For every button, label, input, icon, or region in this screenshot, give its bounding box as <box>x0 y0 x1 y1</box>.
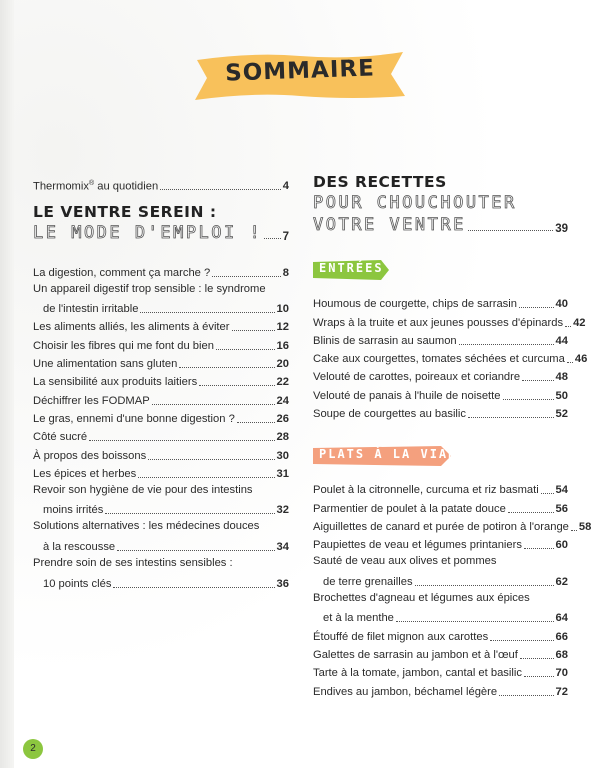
toc-entry[interactable] <box>33 500 289 518</box>
leader-dots <box>459 344 554 345</box>
leader-dots <box>140 312 274 313</box>
toc-entry[interactable] <box>313 480 568 498</box>
toc-entry[interactable] <box>33 354 289 372</box>
leader-dots <box>152 404 275 405</box>
toc-entry-line[interactable]: Un appareil digestif trop sensible : le syndrome <box>33 282 266 295</box>
toc-entry[interactable] <box>313 626 568 644</box>
leader-dots <box>160 189 281 190</box>
toc-entry[interactable] <box>313 663 568 681</box>
page-ref: 22 <box>276 376 289 389</box>
page-ref: 34 <box>276 541 289 554</box>
page-ref: 24 <box>276 394 289 407</box>
leader-dots <box>179 367 274 368</box>
toc-entry[interactable] <box>33 317 289 335</box>
leader-dots <box>490 640 553 641</box>
leader-dots <box>117 550 274 551</box>
toc-entry-label: Étouffé de filet mignon aux carottes <box>313 630 489 643</box>
sommaire-banner <box>193 48 407 104</box>
toc-entry-label: Le gras, ennemi d'une bonne digestion ? <box>33 412 235 425</box>
section-heading-ventre-serein[interactable] <box>33 202 289 244</box>
toc-entry-label: Poulet à la citronnelle, curcuma et riz basmati <box>313 484 539 497</box>
leader-dots <box>520 658 554 659</box>
page-ref: 46 <box>574 353 588 366</box>
page-ref: 60 <box>555 539 568 552</box>
toc-entry-label: Houmous de courgette, chips de sarrasin <box>313 298 517 311</box>
page-number-badge: 2 <box>23 739 43 759</box>
leader-dots <box>237 422 275 423</box>
page-ref: 48 <box>555 371 568 384</box>
right-column <box>313 172 591 700</box>
toc-entry-label: À propos des boissons <box>33 449 147 462</box>
page-ref: 7 <box>282 231 289 244</box>
toc-entry[interactable] <box>313 535 568 553</box>
page-ref: 58 <box>578 520 591 533</box>
toc-entry-line[interactable]: Solutions alternatives : les médecines douces <box>33 520 260 533</box>
tag-plats-viande <box>313 446 568 466</box>
leader-dots <box>212 276 281 277</box>
leader-dots <box>524 676 554 677</box>
page-edge <box>0 0 14 768</box>
toc-entry-line[interactable]: Sauté de veau aux olives et pommes <box>313 555 497 568</box>
toc-entry[interactable] <box>313 608 568 626</box>
leader-dots <box>415 585 554 586</box>
page-ref: 72 <box>555 685 568 698</box>
page-ref: 62 <box>555 575 568 588</box>
toc-entry[interactable] <box>313 572 568 590</box>
toc-entry-label: Parmentier de poulet à la patate douce <box>313 502 506 515</box>
toc-entry[interactable] <box>313 349 588 367</box>
toc-entry-label: Les aliments alliés, les aliments à éviter <box>33 321 230 334</box>
tag-label: PLATS À LA VIANDE <box>319 447 476 462</box>
page-ref: 52 <box>555 408 568 421</box>
page-ref: 39 <box>555 223 568 235</box>
page-ref: 26 <box>276 412 289 425</box>
page-ref: 44 <box>555 334 568 347</box>
toc-entry[interactable] <box>33 262 289 280</box>
toc-entry-label: Velouté de panais à l'huile de noisette <box>313 389 501 402</box>
page-ref: 32 <box>276 504 289 517</box>
toc-entry-label: Tarte à la tomate, jambon, cantal et basilic <box>313 667 522 680</box>
toc-entry[interactable] <box>33 573 289 591</box>
toc-entry[interactable] <box>33 372 289 390</box>
toc-entry-label: Cake aux courgettes, tomates séchées et curcuma <box>313 353 565 366</box>
leader-dots <box>524 548 554 549</box>
toc-entry-label: La sensibilité aux produits laitiers <box>33 376 198 389</box>
toc-entry[interactable] <box>313 681 568 699</box>
toc-entry-label: de l'intestin irritable <box>43 303 139 316</box>
toc-entry-label: Paupiettes de veau et légumes printaniers <box>313 539 522 552</box>
toc-entry-label: et à la menthe <box>323 612 394 625</box>
toc-entry-thermomix[interactable]: Thermomix® au quotidien 4 <box>33 179 289 193</box>
section-title-outline-2: VOTRE VENTRE <box>313 215 466 235</box>
page-ref: 4 <box>282 180 289 193</box>
leader-dots <box>468 230 553 231</box>
toc-entry-label: de terre grenailles <box>323 575 413 588</box>
page-ref: 28 <box>276 431 289 444</box>
toc-entry-label: Côté sucré <box>33 431 88 444</box>
leader-dots <box>499 695 553 696</box>
page-ref: 30 <box>276 449 289 462</box>
page-ref: 20 <box>276 358 289 371</box>
tag-entrees <box>313 260 568 280</box>
leader-dots <box>522 380 553 381</box>
section-title-outline-1: POUR CHOUCHOUTER <box>313 193 517 213</box>
toc-entry-label: Choisir les fibres qui me font du bien <box>33 339 214 352</box>
section-title-bold: DES RECETTES <box>313 173 447 191</box>
toc-entry-label: Endives au jambon, béchamel légère <box>313 685 498 698</box>
leader-dots <box>89 440 274 441</box>
leader-dots <box>113 587 274 588</box>
page-ref: 70 <box>555 667 568 680</box>
page-ref: 68 <box>555 649 568 662</box>
toc-list-entrees <box>313 294 588 422</box>
leader-dots <box>232 330 275 331</box>
toc-entry[interactable] <box>313 385 568 403</box>
toc-entry-label: Galettes de sarrasin au jambon et à l'œuf <box>313 649 518 662</box>
leader-dots <box>396 621 554 622</box>
leader-dots <box>216 349 275 350</box>
leader-dots <box>571 530 577 531</box>
leader-dots <box>468 417 554 418</box>
toc-entry-label: Aiguillettes de canard et purée de potiron à l'orange <box>313 520 569 533</box>
page-ref: 8 <box>282 266 289 279</box>
toc-entry[interactable] <box>313 498 568 516</box>
page-ref: 56 <box>555 502 568 515</box>
toc-entry[interactable] <box>313 367 568 385</box>
toc-entry-label: Velouté de carottes, poireaux et coriandre <box>313 371 521 384</box>
toc-entry[interactable] <box>33 299 289 317</box>
leader-dots <box>519 307 554 308</box>
toc-entry-label: Soupe de courgettes au basilic <box>313 408 466 421</box>
toc-entry[interactable] <box>313 645 568 663</box>
page-ref: 12 <box>276 321 289 334</box>
toc-entry[interactable] <box>33 427 289 445</box>
section-title-bold: LE VENTRE SEREIN : <box>33 203 217 222</box>
page-ref: 40 <box>555 298 568 311</box>
toc-entry-label: Blinis de sarrasin au saumon <box>313 334 457 347</box>
toc-entry-label: à la rescousse <box>43 541 116 554</box>
page-ref: 42 <box>573 316 586 329</box>
page-ref: 31 <box>276 467 289 480</box>
toc-entry[interactable] <box>313 331 568 349</box>
leader-dots <box>565 326 571 327</box>
page-ref: 36 <box>276 577 289 590</box>
leader-dots <box>541 493 554 494</box>
leader-dots <box>503 399 554 400</box>
page-ref: 54 <box>555 484 568 497</box>
page-title: SOMMAIRE <box>224 55 376 87</box>
leader-dots <box>148 459 274 460</box>
toc-list-plats-viande <box>313 480 591 700</box>
section-title-outline: LE MODE D'EMPLOI ! <box>33 223 263 244</box>
toc-entry-label: La digestion, comment ça marche ? <box>33 266 211 279</box>
page-ref: 10 <box>276 303 289 316</box>
toc-entry[interactable] <box>33 537 289 555</box>
left-column <box>33 176 289 592</box>
toc-entry-label: Wraps à la truite et aux jeunes pousses d'épinards <box>313 316 564 329</box>
leader-dots <box>105 513 274 514</box>
toc-entry[interactable] <box>33 445 289 463</box>
leader-dots <box>199 385 274 386</box>
page-ref: 66 <box>555 630 568 643</box>
page-ref: 50 <box>555 389 568 402</box>
leader-dots <box>138 477 274 478</box>
tag-label: ENTRÉES <box>319 261 384 275</box>
toc-entry[interactable] <box>33 409 289 427</box>
toc-entry[interactable] <box>33 390 289 408</box>
page-ref: 16 <box>276 339 289 352</box>
toc-entry[interactable] <box>313 404 568 422</box>
section-heading-recettes[interactable] <box>313 172 568 236</box>
leader-dots <box>264 238 280 239</box>
toc-entry-line[interactable]: Revoir son hygiène de vie pour des intestins <box>33 483 253 496</box>
toc-entry-label: Les épices et herbes <box>33 467 137 480</box>
toc-entry[interactable] <box>313 294 568 312</box>
toc-entry[interactable] <box>313 517 591 535</box>
toc-entry-label: 10 points clés <box>43 577 112 590</box>
toc-entry[interactable] <box>313 312 586 330</box>
page-ref: 64 <box>555 612 568 625</box>
leader-dots <box>508 512 554 513</box>
toc-entry-line[interactable]: Prendre soin de ses intestins sensibles : <box>33 557 233 570</box>
toc-entry[interactable] <box>33 464 289 482</box>
toc-entry-label: Déchiffrer les FODMAP <box>33 394 150 407</box>
toc-list-ventre-serein <box>33 262 289 591</box>
toc-entry-label: moins irrités <box>43 504 104 517</box>
leader-dots <box>567 362 573 363</box>
toc-entry[interactable] <box>33 335 289 353</box>
toc-entry-line[interactable]: Brochettes d'agneau et légumes aux épices <box>313 591 530 604</box>
toc-entry-label: Une alimentation sans gluten <box>33 358 178 371</box>
